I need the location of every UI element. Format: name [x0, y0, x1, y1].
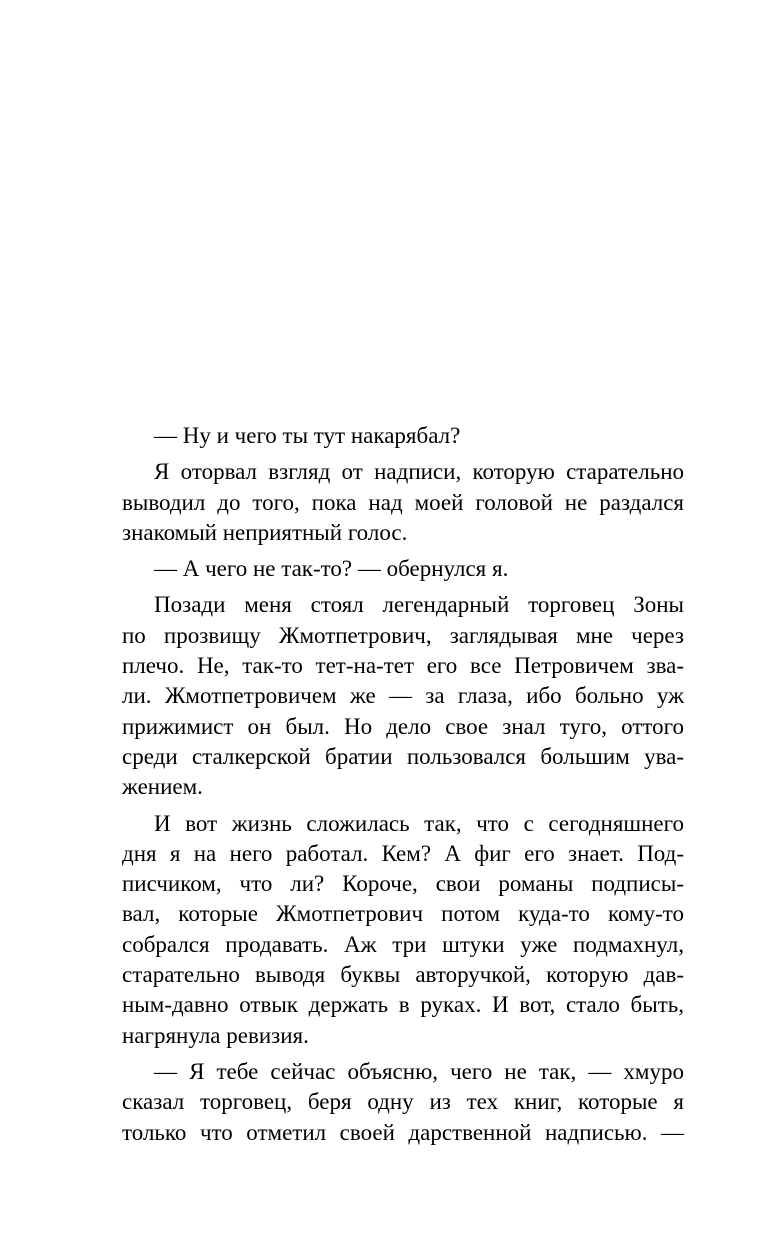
- text-line: только что отметил своей дарственной надписью. —: [122, 1119, 684, 1145]
- text-line: прижимист он был. Но дело свое знал туго, оттого: [122, 713, 684, 739]
- text-line: — А чего не так-то? — обернулся я.: [154, 556, 509, 582]
- text-line: Позади меня стоял легендарный торговец Зоны: [154, 592, 684, 618]
- text-line: по прозвищу Жмотпетрович, заглядывая мне через: [122, 622, 684, 648]
- text-line: нагрянула ревизия.: [122, 1022, 309, 1048]
- text-line: писчиком, что ли? Короче, свои романы подписы-: [122, 871, 684, 897]
- text-line: — Ну и чего ты тут накарябал?: [154, 423, 461, 448]
- text-line: плечо. Не, так-то тет-на-тет его все Петровичем зва-: [122, 653, 684, 679]
- text-line: жением.: [122, 774, 203, 800]
- text-line: среди сталкерской братии пользовался большим ува-: [122, 743, 684, 769]
- page-text: [122, 421, 684, 1148]
- paragraph: [122, 590, 684, 802]
- text-line: дня я на него работал. Кем? А фиг его знает. Под-: [122, 840, 684, 866]
- text-line: выводил до того, пока над моей головой не раздался: [122, 489, 684, 515]
- paragraph: [122, 457, 684, 548]
- text-line: знакомый неприятный голос.: [122, 519, 408, 545]
- paragraph: [122, 1057, 684, 1148]
- text-line: собрался продавать. Аж три штуки уже подмахнул,: [122, 931, 684, 957]
- paragraph: [122, 554, 684, 584]
- text-line: ным-давно отвык держать в руках. И вот, стало быть,: [122, 992, 684, 1018]
- text-line: Я оторвал взгляд от надписи, которую старательно: [154, 459, 684, 485]
- text-line: — Я тебе сейчас объясню, чего не так, — хмуро: [154, 1058, 684, 1084]
- paragraph: [122, 421, 684, 451]
- text-line: сказал торговец, беря одну из тех книг, которые я: [122, 1089, 684, 1115]
- text-line: старательно выводя буквы авторучкой, которую дав-: [122, 962, 684, 988]
- text-line: вал, которые Жмотпетрович потом куда-то кому-то: [122, 901, 684, 927]
- text-line: И вот жизнь сложилась так, что с сегодняшнего: [154, 810, 684, 836]
- text-line: ли. Жмотпетровичем же — за глаза, ибо больно уж: [122, 683, 684, 709]
- paragraph: [122, 809, 684, 1051]
